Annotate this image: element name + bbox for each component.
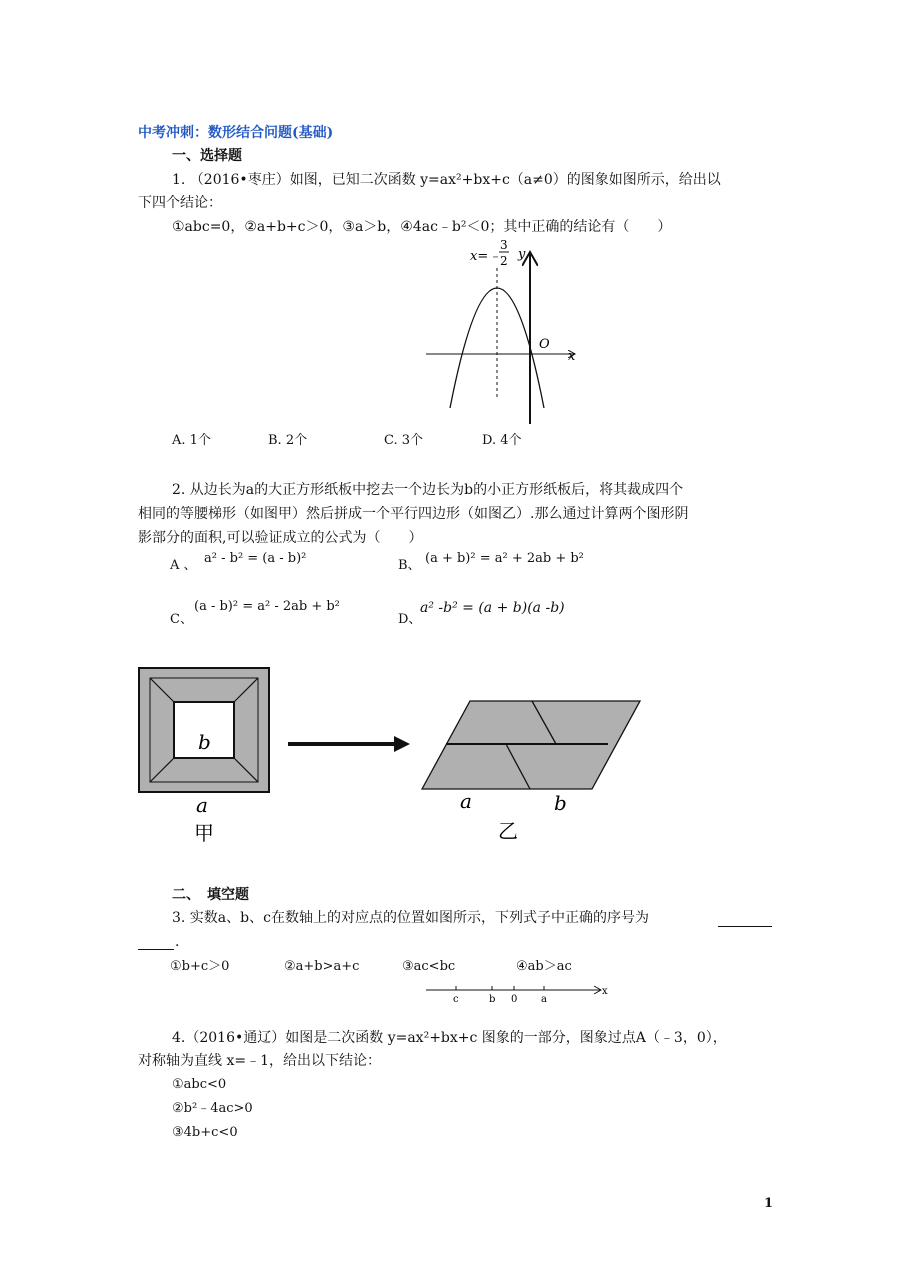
x-axis-label: x [568, 349, 576, 364]
q4-line1: 4.（2016•通辽）如图是二次函数 y=ax²+bx+c 图象的一部分，图象过点A（﹣3，0）， [172, 1030, 727, 1046]
number-line-x-label: x [602, 986, 608, 997]
q1-line2: 下四个结论： [138, 195, 222, 211]
axis-line-label: x=﹣ [470, 249, 502, 264]
point-a: a [541, 994, 547, 1004]
q4-item-1: ①abc<0 [172, 1077, 227, 1092]
label-a-left: a [196, 793, 208, 817]
q1-line1: 1. （2016•枣庄）如图，已知二次函数 y=ax²+bx+c（a≠0）的图象如图所示，给出以 [172, 172, 721, 188]
q3-option-2: ②a+b>a+c [284, 959, 360, 974]
q1-option-d: D. 4个 [482, 433, 522, 448]
q4-line2: 对称轴为直线 x=﹣1，给出以下结论： [138, 1053, 381, 1069]
q2-option-c-formula: (a - b)² = a² - 2ab + b² [194, 599, 340, 614]
q3-option-3: ③ac<bc [402, 959, 456, 974]
q2-line2: 相同的等腰梯形（如图甲）然后拼成一个平行四边形（如图乙）.那么通过计算两个图形阴 [138, 506, 689, 522]
label-b-right: b [554, 791, 567, 815]
q2-option-b-letter: B、 [398, 558, 421, 573]
q4-item-2: ②b²﹣4ac>0 [172, 1101, 253, 1116]
transform-arrow [288, 736, 410, 752]
q2-option-d-formula: a² -b² = (a + b)(a -b) [420, 600, 565, 616]
q4-item-3: ③4b+c<0 [172, 1125, 238, 1140]
point-b: b [489, 994, 496, 1004]
fraction-denominator: 2 [500, 254, 508, 268]
q2-line3: 影部分的面积,可以验证成立的公式为（ ） [138, 530, 423, 546]
point-0: 0 [511, 994, 518, 1004]
q3-number-line [422, 978, 612, 1004]
label-a-right: a [460, 789, 472, 813]
figure-jia [139, 668, 269, 845]
y-axis-label: y [518, 247, 526, 262]
section-heading-choice: 一、选择题 [172, 148, 242, 164]
q2-option-b-formula: (a + b)² = a² + 2ab + b² [425, 551, 584, 566]
q1-option-c: C. 3个 [384, 433, 424, 448]
label-small-b: b [198, 730, 211, 754]
q3-line1: 3. 实数a、b、c在数轴上的对应点的位置如图所示，下列式子中正确的序号为 [172, 910, 649, 926]
q1-option-b: B. 2个 [268, 433, 308, 448]
fraction-numerator: 3 [500, 238, 508, 252]
q3-answer-blank-2[interactable] [138, 934, 174, 950]
q2-line1: 2. 从边长为a的大正方形纸板中挖去一个边长为b的小正方形纸板后，将其裁成四个 [172, 482, 684, 498]
q2-option-a-formula: a² - b² = (a - b)² [204, 551, 307, 566]
figure-yi [422, 701, 640, 843]
caption-yi: 乙 [498, 819, 518, 843]
q1-option-a: A. 1个 [172, 433, 211, 448]
section-heading-fill: 二、 填空题 [172, 887, 249, 903]
q2-option-d-letter: D、 [398, 612, 422, 627]
q1-line3: ①abc=0，②a+b+c＞0，③a＞b，④4ac﹣b²＜0；其中正确的结论有（ ） [172, 219, 672, 235]
origin-label: O [539, 337, 550, 352]
q2-option-c-letter: C、 [170, 612, 193, 627]
page-number: 1 [764, 1196, 774, 1211]
q2-option-a-letter: A 、 [170, 558, 197, 573]
q3-line2-end: . [175, 934, 180, 950]
q3-option-1: ①b+c＞0 [170, 959, 230, 974]
point-c: c [453, 994, 459, 1004]
document-title: 中考冲刺：数形结合问题(基础) [138, 125, 334, 141]
q3-answer-blank-1[interactable] [718, 911, 772, 927]
q2-figure [136, 664, 646, 846]
q3-option-4: ④ab＞ac [516, 959, 572, 974]
caption-jia: 甲 [194, 821, 214, 845]
q1-parabola-graph [420, 238, 590, 428]
